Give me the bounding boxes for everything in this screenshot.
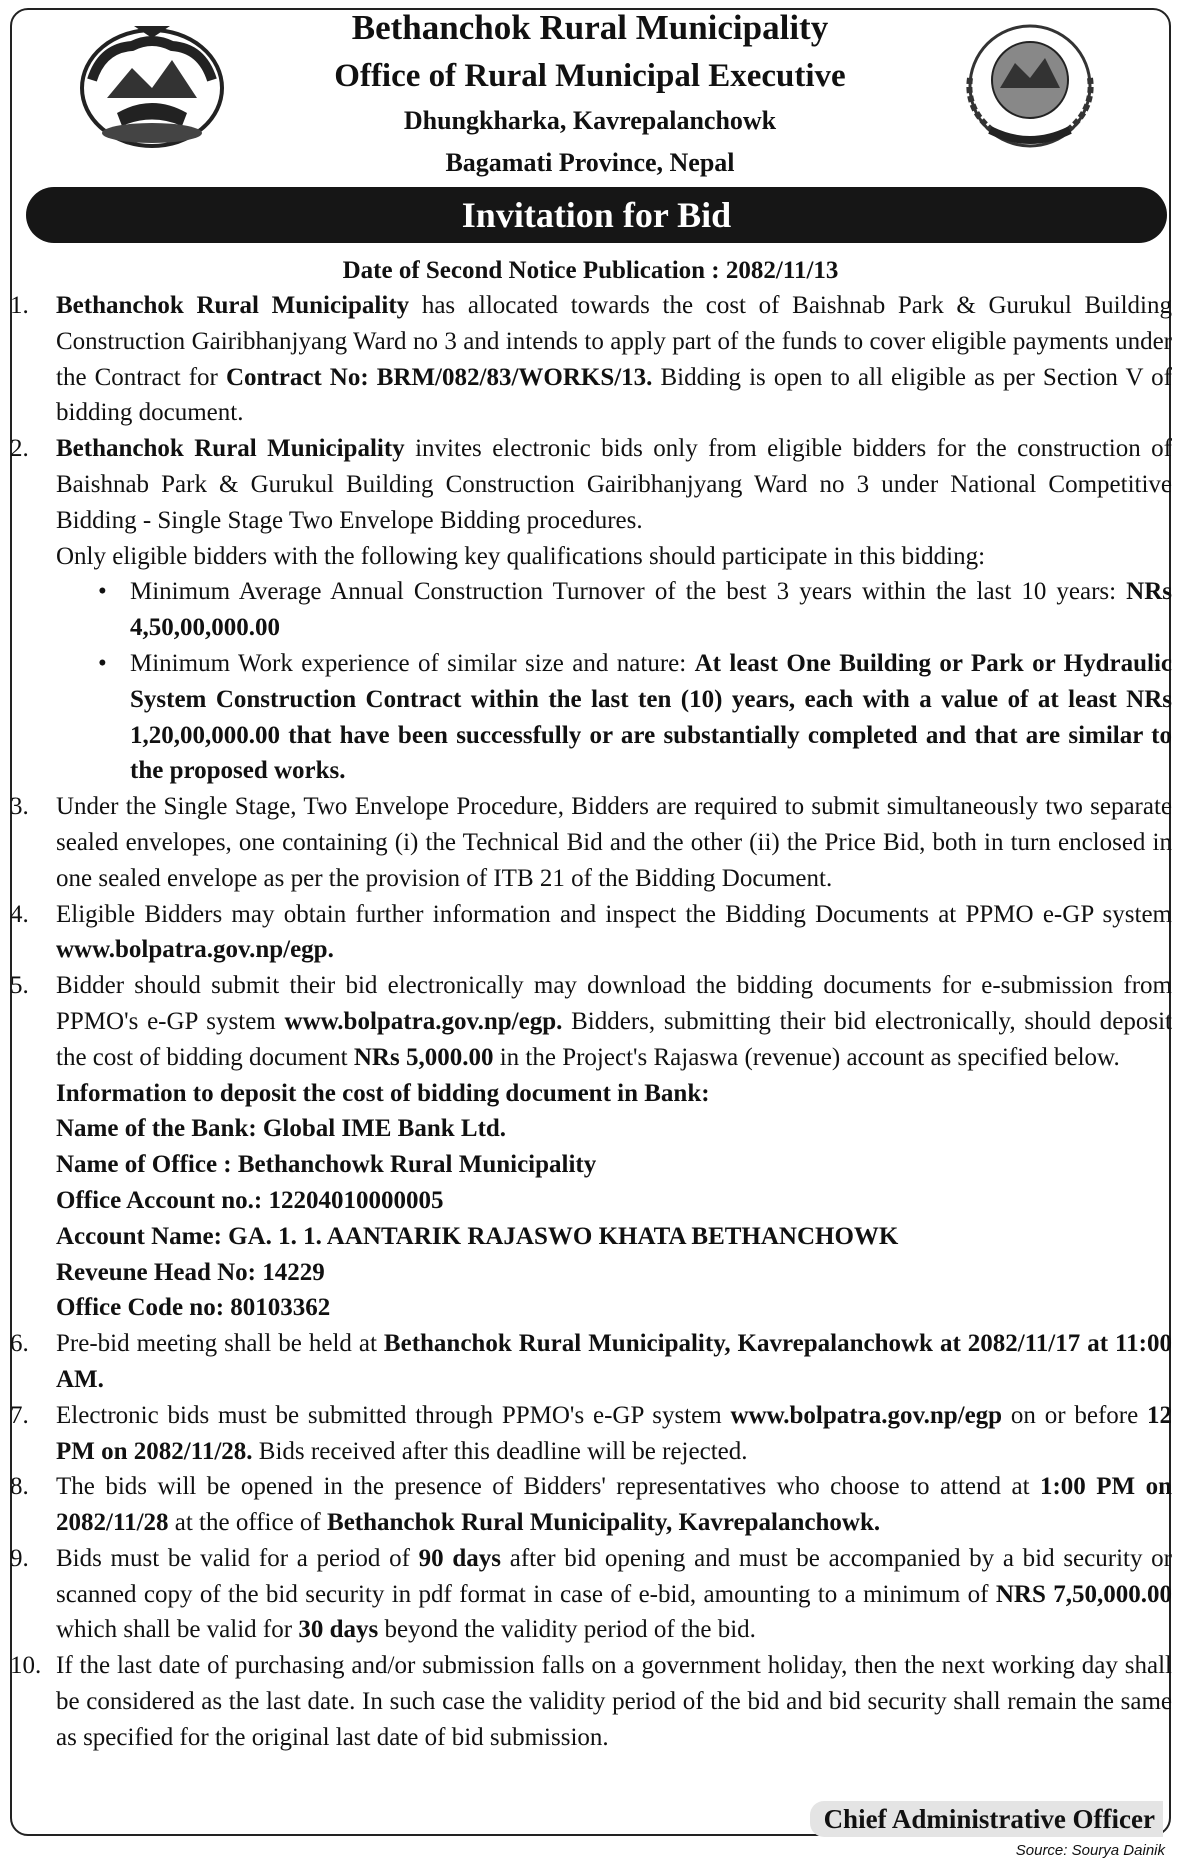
qualification-intro: Only eligible bidders with the following key qualifications should participate in this bidding: bbox=[56, 542, 986, 570]
clause-number: 6. bbox=[10, 1330, 29, 1358]
title-banner: Invitation for Bid bbox=[26, 187, 1167, 243]
municipality-name: Bethanchok Rural Municipality bbox=[351, 8, 829, 47]
clause-number: 1. bbox=[10, 292, 29, 319]
clause-8 bbox=[10, 1469, 1172, 1541]
clause-text: beyond the validity period of the bid. bbox=[378, 1616, 756, 1644]
validity-days: 90 days bbox=[418, 1544, 502, 1572]
clause-1 bbox=[10, 288, 1172, 431]
clause-text: Under the Single Stage, Two Envelope Procedure, Bidders are required to submit simultaneously two separate sealed envelopes, one containing (i) the Technical Bid and the other (ii) the Price Bid, both in turn enclosed in one sealed envelope as per the provision of ITB 21 of the Bidding Document. bbox=[56, 793, 1172, 892]
submission-deadline: 12 PM on 2082/11/28. bbox=[56, 1401, 1172, 1465]
publication-date: Date of Second Notice Publication : 2082/11/13 bbox=[342, 257, 839, 284]
clause-number: 4. bbox=[10, 900, 29, 928]
notice-body bbox=[10, 288, 1172, 1756]
experience-requirement: At least One Building or Park or Hydraulic System Construction Contract within the last ten (10) years, each with a value of at least NRs 1,20,00,000.00 that have been successfully or are substantially completed and that are similar to the proposed works. bbox=[130, 649, 1172, 785]
bullet-icon: • bbox=[98, 578, 107, 606]
turnover-amount: NRs 4,50,00,000.00 bbox=[130, 578, 1172, 642]
opening-venue: Bethanchok Rural Municipality, Kavrepalanchowk. bbox=[327, 1509, 881, 1537]
office-name: Office of Rural Municipal Executive bbox=[334, 58, 846, 94]
source-credit: Source: Sourya Dainik bbox=[1015, 1842, 1165, 1859]
clause-number: 5. bbox=[10, 972, 29, 1000]
clause-3 bbox=[10, 789, 1172, 896]
clause-text: after bid opening and must be accompanied by a bid security or scanned copy of the bid security in pdf format in case of e-bid, amounting to a minimum of bbox=[56, 1544, 1172, 1608]
clause-number: 3. bbox=[10, 793, 29, 821]
clause-text: Bidding is open to all eligible as per Section V of bidding document. bbox=[56, 363, 1172, 427]
clause-7 bbox=[10, 1398, 1172, 1470]
clause-number: 10. bbox=[10, 1652, 42, 1680]
clause-text: Electronic bids must be submitted through PPMO's e-GP system bbox=[56, 1401, 731, 1429]
bank-info-heading: Information to deposit the cost of bidding document in Bank: bbox=[56, 1079, 710, 1107]
clause-5 bbox=[10, 968, 1172, 1075]
bold-text: Bethanchok Rural Municipality bbox=[56, 435, 405, 463]
clause-text: Bidders, submitting their bid electronically, should deposit the cost of bidding document bbox=[56, 1007, 1172, 1071]
clause-text: Bids must be valid for a period of bbox=[56, 1544, 419, 1572]
egp-link[interactable]: www.bolpatra.gov.np/egp bbox=[730, 1401, 1003, 1429]
document-cost: NRs 5,000.00 bbox=[353, 1043, 494, 1071]
bullet-icon: • bbox=[98, 649, 107, 677]
bold-text: Bethanchok Rural Municipality bbox=[56, 292, 410, 319]
clause-number: 9. bbox=[10, 1544, 29, 1572]
address-line: Dhungkharka, Kavrepalanchowk bbox=[403, 106, 777, 135]
opening-time: 1:00 PM on 2082/11/28 bbox=[56, 1473, 1172, 1537]
clause-number: 2. bbox=[10, 435, 29, 463]
contract-number: Contract No: BRM/082/83/WORKS/13. bbox=[225, 363, 653, 391]
account-number: Office Account no.: 12204010000005 bbox=[56, 1186, 444, 1214]
clause-number: 8. bbox=[10, 1473, 29, 1501]
municipality-logo-icon bbox=[950, 18, 1110, 158]
clause-text: The bids will be opened in the presence of Bidders' representatives who choose to attend at bbox=[56, 1473, 1040, 1501]
clause-10 bbox=[10, 1648, 1172, 1755]
clause-text: has allocated towards the cost of Baishnab Park & Gurukul Building Construction Gairibhanjyang Ward no 3 and intends to apply part of the funds to cover eligible payments under the Contract for bbox=[56, 292, 1172, 391]
qualification-turnover bbox=[10, 574, 1172, 646]
clause-text: Bidder should submit their bid electronically may download the bidding documents for e-submission from PPMO's e-GP system bbox=[56, 972, 1172, 1035]
clause-text: Pre-bid meeting shall be held at bbox=[56, 1330, 384, 1358]
bid-security-amount: NRS 7,50,000.00 bbox=[995, 1580, 1172, 1608]
prebid-meeting: Bethanchok Rural Municipality, Kavrepalanchowk at 2082/11/17 at 11:00 AM. bbox=[56, 1330, 1172, 1393]
clause-text: Minimum Work experience of similar size and nature: bbox=[130, 649, 695, 677]
clause-text: Minimum Average Annual Construction Turnover of the best 3 years within the last 10 years: bbox=[130, 578, 1127, 606]
egp-link[interactable]: www.bolpatra.gov.np/egp. bbox=[56, 936, 334, 964]
office-code: Office Code no: 80103362 bbox=[56, 1294, 331, 1322]
qualification-experience bbox=[10, 646, 1172, 789]
clause-text: Eligible Bidders may obtain further information and inspect the Bidding Documents at PPMO e-GP system bbox=[56, 900, 1172, 928]
nepal-emblem-icon bbox=[72, 18, 232, 158]
bank-name: Name of the Bank: Global IME Bank Ltd. bbox=[56, 1115, 507, 1143]
clause-9 bbox=[10, 1541, 1172, 1648]
clause-4 bbox=[10, 897, 1172, 969]
clause-text: in the Project's Rajaswa (revenue) account as specified below. bbox=[493, 1043, 1120, 1071]
clause-text: on or before bbox=[1002, 1401, 1147, 1429]
clause-6 bbox=[10, 1326, 1172, 1398]
security-validity-days: 30 days bbox=[298, 1616, 379, 1644]
clause-text: which shall be valid for bbox=[56, 1616, 299, 1644]
header bbox=[240, 4, 940, 184]
signatory-title: Chief Administrative Officer bbox=[810, 1801, 1163, 1837]
clause-text: at the office of bbox=[168, 1509, 328, 1537]
clause-text: If the last date of purchasing and/or submission falls on a government holiday, then the next working day shall be considered as the last date. In such case the validity period of the bid and bid security shall remain the same as specified for the original last date of bid submission. bbox=[56, 1652, 1172, 1751]
clause-text: invites electronic bids only from eligible bidders for the construction of Baishnab Park & Gurukul Building Construction Gairibhanjyang Ward no 3 under National Competitive Bidding - Single Stage Two Envelope Bidding procedures. bbox=[56, 435, 1172, 534]
province-line: Bagamati Province, Nepal bbox=[445, 148, 735, 177]
clause-2 bbox=[10, 431, 1172, 538]
office-name-bank: Name of Office : Bethanchowk Rural Municipality bbox=[56, 1151, 597, 1179]
clause-number: 7. bbox=[10, 1401, 29, 1429]
clause-text: Bids received after this deadline will be rejected. bbox=[252, 1437, 748, 1465]
account-name: Account Name: GA. 1. 1. AANTARIK RAJASWO KHATA BETHANCHOWK bbox=[56, 1222, 899, 1250]
egp-link[interactable]: www.bolpatra.gov.np/egp. bbox=[284, 1007, 563, 1035]
revenue-head: Reveune Head No: 14229 bbox=[56, 1258, 325, 1286]
